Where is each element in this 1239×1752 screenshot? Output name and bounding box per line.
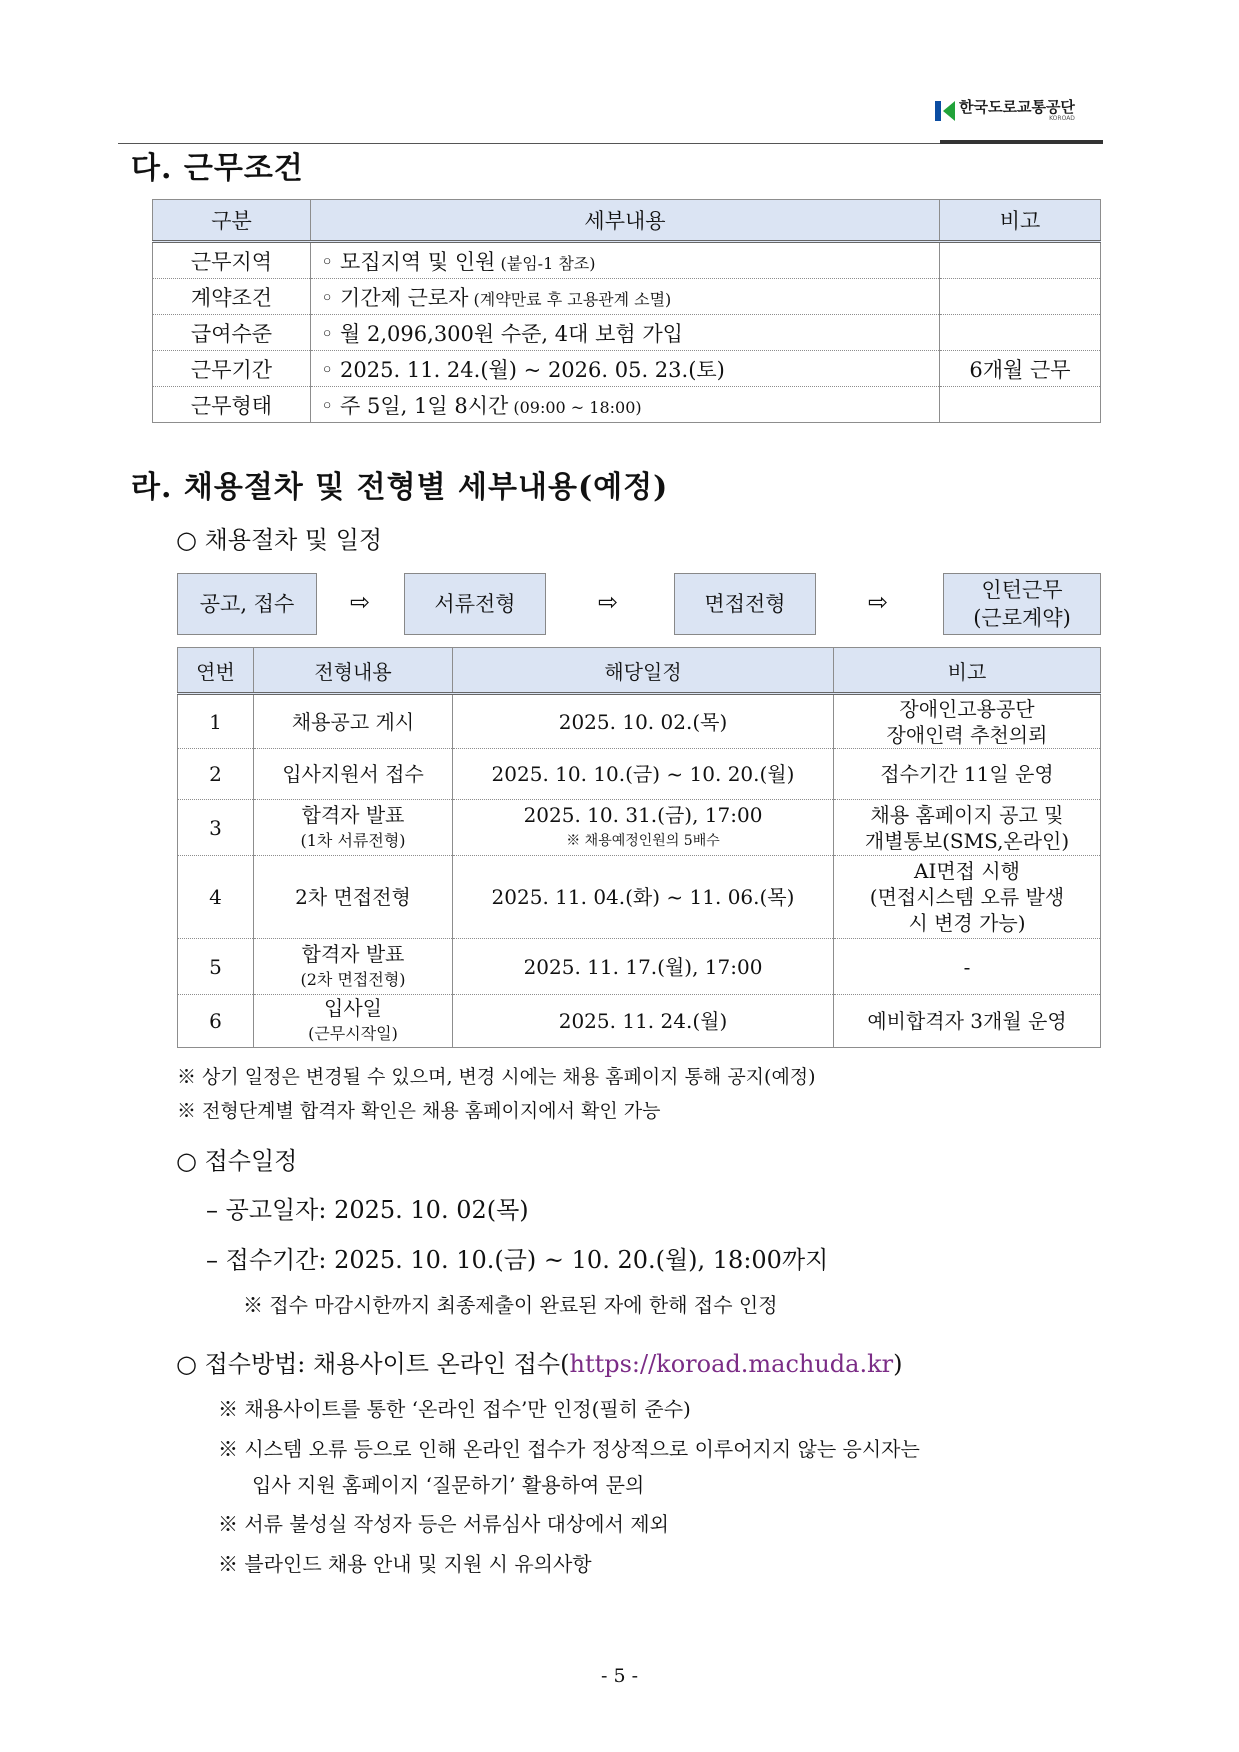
row-detail [311, 387, 940, 423]
date-main: 2025. 10. 31.(금), 17:00 [523, 802, 763, 827]
schedule-note: ※ 전형단계별 합격자 확인은 채용 홈페이지에서 확인 가능 [177, 1100, 661, 1122]
row-label: 근무형태 [153, 387, 311, 423]
method-heading-text: ○ 접수방법: 채용사이트 온라인 접수( [176, 1350, 570, 1378]
row-detail [311, 315, 940, 351]
receipt-announce-date: – 공고일자: 2025. 10. 02(목) [206, 1196, 529, 1224]
row-date: 2025. 11. 17.(월), 17:00 [453, 939, 834, 995]
table-row [178, 939, 1101, 995]
detail-small: (붙임-1 참조) [495, 253, 596, 273]
table-row [178, 995, 1101, 1048]
note-line: 개별통보(SMS,온라인) [864, 828, 1070, 853]
table-row [178, 694, 1101, 749]
row-note [940, 387, 1101, 423]
table-header-row [178, 648, 1101, 694]
row-no: 2 [178, 749, 254, 800]
header-content: 전형내용 [254, 648, 453, 694]
row-note: - [834, 939, 1101, 995]
content-sub: (1차 서류전형) [300, 830, 406, 850]
content-sub: (근무시작일) [308, 1024, 398, 1043]
row-content [254, 800, 453, 856]
header-rule-accent [940, 140, 1103, 144]
row-date: 2025. 10. 10.(금) ~ 10. 20.(월) [453, 749, 834, 800]
row-label: 근무기간 [153, 351, 311, 387]
receipt-period-note: ※ 접수 마감시한까지 최종제출이 완료된 자에 한해 접수 인정 [243, 1293, 778, 1317]
detail-text: ◦ 월 2,096,300원 수준, 4대 보험 가입 [321, 321, 683, 346]
section-c-title: 다. 근무조건 [131, 151, 304, 186]
detail-small: (09:00 ~ 18:00) [508, 397, 642, 417]
section-d-title: 라. 채용절차 및 전형별 세부내용(예정) [131, 470, 669, 505]
header-detail: 세부내용 [311, 200, 940, 242]
note-line: AI면접 시행 [914, 859, 1020, 883]
table-row [178, 749, 1101, 800]
flow-arrow-icon: ⇨ [868, 588, 889, 616]
row-content [254, 939, 453, 995]
header-note: 비고 [834, 648, 1101, 694]
koroad-k-logo-icon [935, 101, 955, 121]
detail-text: ◦ 주 5일, 1일 8시간 [321, 393, 509, 418]
row-label: 급여수준 [153, 315, 311, 351]
row-note: 접수기간 11일 운영 [834, 749, 1101, 800]
header-date: 해당일정 [453, 648, 834, 694]
table-row [153, 387, 1101, 423]
row-note: 예비합격자 3개월 운영 [834, 995, 1101, 1048]
page-number: - 5 - [600, 1665, 638, 1687]
method-heading-suffix: ) [893, 1350, 903, 1378]
note-line: 시 변경 가능) [908, 911, 1026, 935]
note-line: 채용 홈페이지 공고 및 [870, 802, 1064, 827]
header-category: 구분 [153, 200, 311, 242]
table-header-row [153, 200, 1101, 242]
header-note: 비고 [940, 200, 1101, 242]
row-note [834, 694, 1101, 749]
method-note: ※ 채용사이트를 통한 ‘온라인 접수’만 인정(필히 준수) [218, 1397, 691, 1421]
table-row [153, 351, 1101, 387]
row-no: 1 [178, 694, 254, 749]
row-note [834, 800, 1101, 856]
company-logo [935, 100, 1075, 122]
row-date: 2025. 11. 04.(화) ~ 11. 06.(목) [453, 856, 834, 939]
method-note: ※ 서류 불성실 작성자 등은 서류심사 대상에서 제외 [218, 1512, 669, 1536]
date-sub: ※ 채용예정인원의 5배수 [566, 832, 720, 849]
row-detail [311, 242, 940, 279]
row-label: 계약조건 [153, 279, 311, 315]
note-line: (면접시스템 오류 발생 [869, 885, 1065, 909]
header-no: 연번 [178, 648, 254, 694]
detail-text: ◦ 2025. 11. 24.(월) ~ 2026. 05. 23.(토) [321, 357, 725, 382]
method-note-continued: 입사 지원 홈페이지 ‘질문하기’ 활용하여 문의 [252, 1473, 645, 1497]
row-no: 4 [178, 856, 254, 939]
row-content: 채용공고 게시 [254, 694, 453, 749]
row-date: 2025. 11. 24.(월) [453, 995, 834, 1048]
work-conditions-table [152, 199, 1101, 423]
row-no: 5 [178, 939, 254, 995]
row-date [453, 800, 834, 856]
receipt-heading: ○ 접수일정 [176, 1147, 298, 1175]
row-label: 근무지역 [153, 242, 311, 279]
note-line: 장애인고용공단 [899, 696, 1035, 721]
method-note: ※ 시스템 오류 등으로 인해 온라인 접수가 정상적으로 이루어지지 않는 응시자는 [218, 1437, 920, 1461]
flow-step-announce: 공고, 접수 [177, 573, 317, 635]
flow-step-intern-line1: 인턴근무 [981, 578, 1063, 602]
content-sub: (2차 면접전형) [300, 969, 406, 989]
logo-name: 한국도로교통공단 [959, 98, 1075, 116]
table-row [153, 242, 1101, 279]
detail-text: ◦ 기간제 근로자 [321, 285, 469, 310]
schedule-note: ※ 상기 일정은 변경될 수 있으며, 변경 시에는 채용 홈페이지 통해 공지(예정) [177, 1066, 816, 1088]
row-detail [311, 279, 940, 315]
schedule-table [177, 647, 1101, 1048]
row-note [940, 242, 1101, 279]
flow-arrow-icon: ⇨ [598, 588, 619, 616]
row-date: 2025. 10. 02.(목) [453, 694, 834, 749]
method-note: ※ 블라인드 채용 안내 및 지원 시 유의사항 [218, 1552, 592, 1576]
process-heading: ○ 채용절차 및 일정 [176, 526, 383, 554]
table-row [178, 800, 1101, 856]
row-no: 6 [178, 995, 254, 1048]
flow-arrow-icon: ⇨ [350, 588, 371, 616]
row-content [254, 995, 453, 1048]
logo-sub: KOROAD [1049, 115, 1075, 122]
detail-text: ◦ 모집지역 및 인원 [321, 249, 496, 274]
row-note: 6개월 근무 [940, 351, 1101, 387]
row-detail [311, 351, 940, 387]
flow-step-interview: 면접전형 [674, 573, 816, 635]
method-heading [176, 1344, 903, 1379]
table-row [153, 315, 1101, 351]
content-main: 합격자 발표 [301, 802, 405, 827]
flow-step-documents: 서류전형 [404, 573, 546, 635]
content-main: 합격자 발표 [301, 941, 405, 966]
detail-small: (계약만료 후 고용관계 소멸) [468, 289, 672, 309]
row-note [940, 315, 1101, 351]
note-line: 장애인력 추천의뢰 [886, 722, 1048, 747]
row-no: 3 [178, 800, 254, 856]
row-content: 2차 면접전형 [254, 856, 453, 939]
row-content: 입사지원서 접수 [254, 749, 453, 800]
content-main: 입사일 [324, 996, 382, 1020]
flow-step-intern [943, 573, 1101, 635]
recruit-site-link[interactable]: https://koroad.machuda.kr [569, 1350, 894, 1378]
row-note [834, 856, 1101, 939]
row-note [940, 279, 1101, 315]
table-row [178, 856, 1101, 939]
table-row [153, 279, 1101, 315]
flow-step-intern-line2: (근로계약) [973, 606, 1071, 630]
receipt-period: – 접수기간: 2025. 10. 10.(금) ~ 10. 20.(월), 18:00까지 [206, 1246, 829, 1274]
